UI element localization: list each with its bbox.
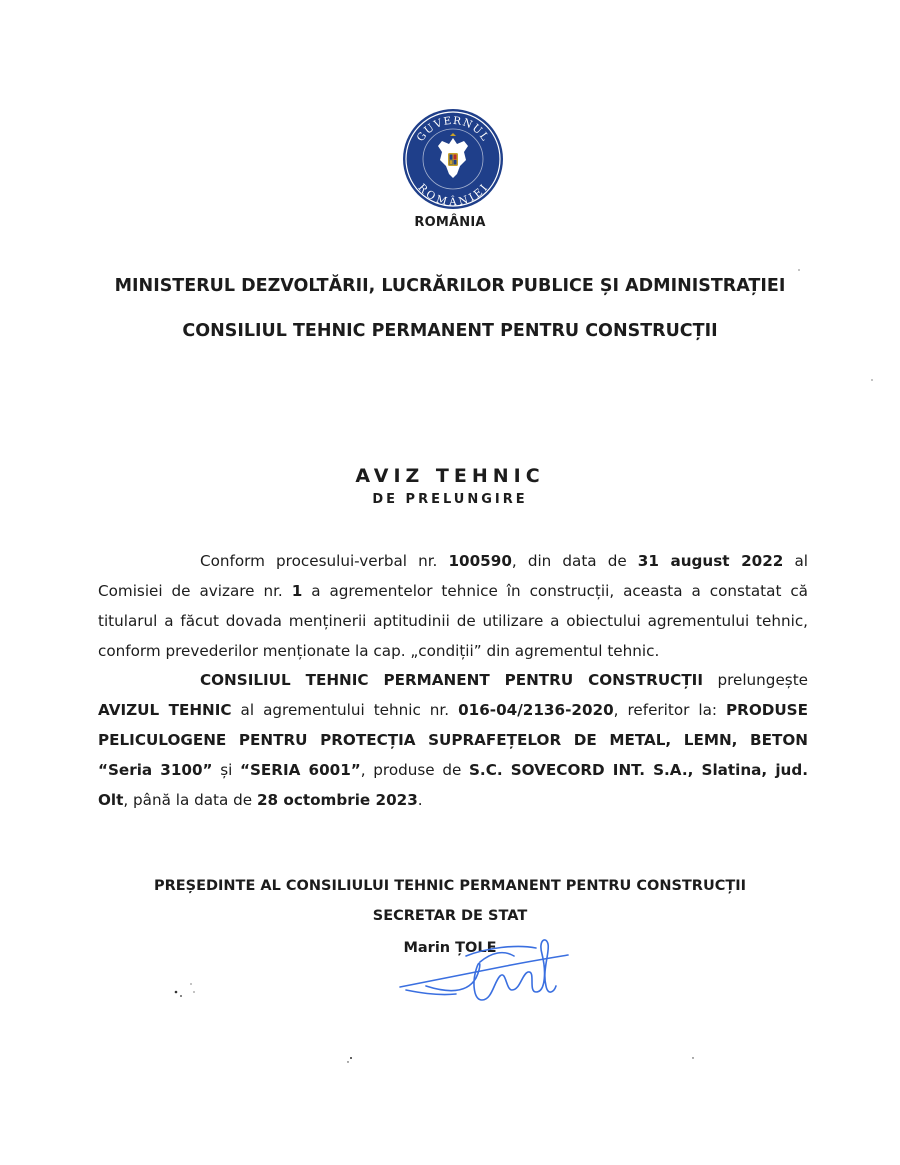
paragraph-extension: CONSILIUL TEHNIC PERMANENT PENTRU CONSTRUCȚII prelungește AVIZUL TEHNIC al agrementului tehnic nr. 016-04/2136-2020, referitor la: PRODUSE PELICULOGENE PENTRU PROTECȚIA SUPRAFEȚELOR DE METAL, LEMN, BETON “Seria 3100” și “SERIA 6001”, produse de S.C. SOVECORD INT. S.A., Slatina, jud. Olt, până la data de 28 octombrie 2023. — [98, 671, 809, 809]
document-title: AVIZ TEHNIC — [355, 465, 545, 487]
signatory-name: Marin ȚOLE — [403, 940, 497, 956]
manufacturer: S.C. SOVECORD INT. S.A., Slatina, jud. Olt — [98, 761, 808, 809]
pv-date: 31 august 2022 — [637, 552, 784, 570]
product-series: “SERIA 6001” — [240, 761, 361, 779]
signatory-role: SECRETAR DE STAT — [372, 908, 528, 924]
emblem-text-bottom: ROMÂNIEI — [415, 181, 491, 209]
aviz-label: AVIZUL TEHNIC — [98, 701, 232, 719]
agrement-number: 016-04/2136-2020 — [458, 701, 614, 719]
signature-image — [396, 930, 576, 1010]
ministry-heading: MINISTERUL DEZVOLTĂRII, LUCRĂRILOR PUBLICE ȘI ADMINISTRAȚIEI — [114, 276, 786, 296]
paragraph-minutes: Conform procesului-verbal nr. 100590, din data de 31 august 2022 al Comisiei de avizare nr. 1 a agrementelor tehnice în construcții, aceasta a constatat că titularul a făcut dovada menținerii aptitudinii de utilizare a obiectului agrementului tehnic, conform prevederilor menționate la cap. „condiții” din agrementul tehnic. — [98, 552, 808, 660]
government-emblem — [402, 108, 504, 210]
document-subtitle: DE PRELUNGIRE — [372, 492, 528, 507]
country-name: ROMÂNIA — [414, 215, 486, 230]
council-name-inline: CONSILIUL TEHNIC PERMANENT PENTRU CONSTRUCȚII — [200, 671, 703, 689]
valid-until-date: 28 octombrie 2023 — [256, 791, 418, 809]
signatory-position: PREȘEDINTE AL CONSILIULUI TEHNIC PERMANENT PENTRU CONSTRUCȚII — [153, 878, 747, 894]
council-heading: CONSILIUL TEHNIC PERMANENT PENTRU CONSTRUCȚII — [182, 321, 718, 341]
emblem-text-top: GUVERNUL — [414, 114, 492, 144]
pv-number: 100590 — [448, 552, 512, 570]
commission-number: 1 — [291, 582, 303, 600]
products-description: PRODUSE PELICULOGENE PENTRU PROTECȚIA SUPRAFEȚELOR DE METAL, LEMN, BETON “Seria 3100” — [98, 701, 808, 779]
